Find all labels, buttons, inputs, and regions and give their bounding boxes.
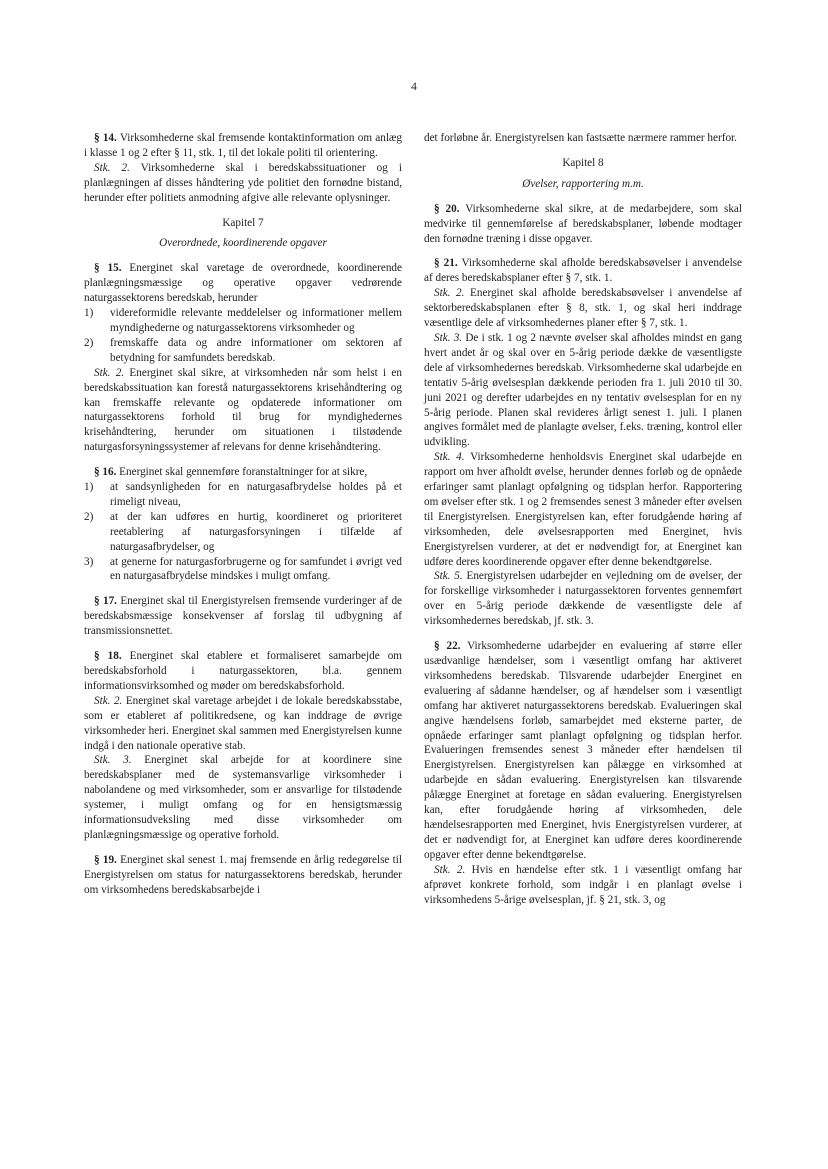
section-mark: § 20. (434, 202, 460, 215)
page-number: 4 (411, 81, 417, 93)
section-14-stk-2 (84, 161, 402, 206)
list-number: 2) (84, 336, 94, 349)
stk-label: Stk. 4. (434, 451, 465, 464)
stk-label: Stk. 2. (434, 287, 465, 300)
list-number: 2) (84, 510, 94, 523)
list-number: 3) (84, 555, 94, 568)
left-column (84, 131, 402, 898)
list-number: 1) (84, 481, 94, 494)
section-21 (424, 256, 742, 286)
section-text: Energinet skal varetage de overordnede, koordinerende planlægningsmæssige og operative opgaver vedrørende naturgassektorens beredskab, herunder (84, 262, 402, 305)
stk-label: Stk. 2. (94, 366, 125, 379)
section-text: Energinet skal til Energistyrelsen fremsende vurderinger af de beredskabsmæssige konsekvenser af forslag til udbygning af transmissionsnettet. (84, 595, 402, 638)
stk-label: Stk. 5. (434, 570, 463, 583)
section-21-stk-3 (424, 331, 742, 450)
stk-label: Stk. 2. (94, 694, 123, 707)
stk-text: Virksomhederne henholdsvis Energinet skal udarbejde en rapport om hver afholdt øvelse, herunder dennes forløb og de opnåede erfaringer samt planlagt opfølgning og tidsplan herfor. Rapportering om øvelser efter stk. 1 og 2 fremsendes senest 3 måneder efter øvelsen til Energistyrelsen. Energistyrelsen kan, efter forudgående høring af virksomheden, dele øvelsesrapporten med Energinet, hvis Energistyrelsen vurderer, at det er nødvendigt for, at Energinet kan udføre deres koordinerende opgaver efter denne bekendtgørelse. (424, 451, 742, 568)
list-number: 1) (84, 307, 94, 320)
section-18-stk-3 (84, 753, 402, 842)
section-text: Energinet skal gennemføre foranstaltninger for at sikre, (116, 466, 368, 479)
stk-text: Energinet skal arbejde for at koordinere sine beredskabsplaner med de systemansvarlige virksomheder i nabolandene og med virksomheder, som er ansvarlige for tilstødende systemer, i muligt omfang og for en hensigtsmæssig informationsudveksling med disse virksomheder om planlægningsmæssige og operative forhold. (84, 754, 403, 841)
stk-text: De i stk. 1 og 2 nævnte øvelser skal afholdes mindst en gang hvert andet år og skal over en 5-årig periode dække de væsentligste dele af virksomhedernes beredskab. Virksomhederne skal udarbejde en tentativ 5-årig øvelsesplan dækkende perioden fra 1. juli 2010 til 30. juni 2021 og derefter udarbejdes en ny tentativ øvelsesplan for en ny 5-årig periode. Planen skal revideres årligt senest 1. juli. I planen angives formålet med de planlagte øvelser, f.eks. træning, kontrol eller udvikling. (424, 331, 742, 449)
section-22 (424, 639, 742, 863)
chapter-7-subtitle: Overordnede, koordinerende opgaver (159, 237, 327, 250)
right-column (424, 131, 742, 907)
stk-label: Stk. 3. (94, 754, 132, 767)
chapter-7-title: Kapitel 7 (222, 216, 264, 229)
stk-text: Hvis en hændelse efter stk. 1 i væsentligt omfang har afprøvet konkrete forhold, som indgår i en planlagt øvelse i virksomhedens 5-årige øvelsesplan, jf. § 21, stk. 3, og (424, 863, 742, 906)
chapter-8-title: Kapitel 8 (562, 156, 604, 169)
section-18-stk-2 (84, 694, 402, 754)
chapter-8-subtitle: Øvelser, rapportering m.m. (522, 177, 644, 190)
section-21-stk-2 (424, 286, 742, 331)
section-15-list (84, 306, 402, 366)
section-16 (84, 465, 402, 480)
section-mark: § 22. (434, 640, 461, 653)
section-text: Virksomhederne skal afholde beredskabsøvelser i anvendelse af deres beredskabsplaner efter § 7, stk. 1. (424, 257, 743, 285)
list-text: at sandsynligheden for en naturgasafbrydelse holdes på et rimeligt niveau, (110, 481, 402, 508)
list-text: at der kan udføres en hurtig, koordineret og prioriteret reetablering af naturgasforsyningen i tilfælde af naturgasafbrydelser, og (110, 510, 402, 553)
section-text: Energinet skal etablere et formaliseret samarbejde om beredskabsforhold i naturgassektoren, bl.a. gennem informationsvirksomhed og møder om beredskabsforhold. (84, 650, 403, 692)
stk-text: Virksomhederne skal i beredskabssituationer og i planlægningen af disses håndtering yde politiet den fornødne bistand, herunder efter politiets anmodning afgive alle relevante oplysninger. (84, 161, 402, 204)
section-15-stk-2 (84, 366, 402, 455)
section-text: Virksomhederne skal sikre, at de medarbejdere, som skal medvirke til gennemførelse af beredskabsplaner, løbende modtager den fornødne træning i disse opgaver. (424, 202, 742, 245)
section-mark: § 16. (94, 466, 117, 479)
section-15 (84, 261, 402, 306)
stk-text: Energinet skal afholde beredskabsøvelser i anvendelse af sektorberedskabsplanen efter § 8, stk. 1, og skal heri inddrage væsentlige dele af virksomhedernes planer efter § 7, stk. 1. (424, 287, 742, 330)
stk-text: Energinet skal varetage arbejdet i de lokale beredskabsstabe, som er etableret af politikredsene, og kan inddrage de øvrige virksomheder heri. Energinet skal sammen med Energistyrelsen kunne indgå i den nationale operative stab. (84, 694, 402, 752)
section-16-list (84, 480, 402, 584)
list-item (84, 336, 402, 366)
section-17 (84, 594, 402, 639)
section-22-stk-2 (424, 863, 742, 908)
list-text: videreformidle relevante meddelelser og informationer mellem myndighederne og naturgassektorens virksomheder og (110, 307, 402, 334)
section-mark: § 18. (94, 650, 122, 663)
list-text: at generne for naturgasforbrugerne og for samfundet i øvrigt ved en naturgasafbrydelse mindskes i muligt omfang. (110, 555, 402, 583)
section-21-stk-4 (424, 450, 742, 569)
stk-text: Energistyrelsen udarbejder en vejledning om de øvelser, der for forskellige virksomheder i naturgassektoren forventes gennemført over en 5-årig periode dækkende de væsentligste dele af virksomhedernes beredskab, jf. stk. 3. (424, 570, 742, 628)
section-mark: § 19. (94, 853, 117, 866)
list-item (84, 306, 402, 336)
stk-label: Stk. 3. (434, 331, 463, 344)
section-text: Virksomhederne udarbejder en evaluering af større eller usædvanlige hændelser, som i væsentligt omfang har aktiveret virksomhedens beredskab. Tilsvarende udarbejder Energinet en evaluering af sådanne hændelser, og af hændelser som i væsentligt omfang har aktiveret naturgassektorens beredskab. Evalueringen skal angive hændelsens forløb, samarbejdet med eksterne parter, de opnåede erfaringer samt planlagt opfølgning og tidsplan herfor. Evalueringen fremsendes senest 3 måneder efter hændelsen til Energistyrelsen. Energistyrelsen kan pålægge en virksomhed at udarbejde en sådan evaluering. Energistyrelsen kan tilsvarende pålægge Energinet at foretage en sådan evaluering. Energistyrelsen kan, efter forudgående høring af virksomheden, dele hændelsesrapporten med Energinet, hvis Energistyrelsen vurderer, at det er nødvendigt for, at Energinet kan udføre deres koordinerende opgaver efter denne bekendtgørelse. (424, 640, 743, 861)
section-mark: § 21. (434, 257, 458, 270)
stk-label: Stk. 2. (434, 863, 466, 876)
section-text: Virksomhederne skal fremsende kontaktinformation om anlæg i klasse 1 og 2 efter § 11, stk. 1, til det lokale politi til orientering. (84, 132, 402, 159)
section-21-stk-5 (424, 569, 742, 629)
section-text: Energinet skal senest 1. maj fremsende en årlig redegørelse til Energistyrelsen om status for naturgassektorens beredskab, herunder om virksomhedens beredskabsarbejde i (84, 853, 402, 896)
section-19-continued: det forløbne år. Energistyrelsen kan fastsætte nærmere rammer herfor. (424, 132, 737, 144)
stk-text: Energinet skal sikre, at virksomheden når som helst i en beredskabssituation kan forestå naturgassektorens krisehåndtering og kan fremskaffe relevante og opdaterede informationer om naturgassektorens forhold til brug for myndighedernes krisehåndtering, herunder om situationen i tilstødende naturgasforsyningssystemer af relevans for denne krisehåndtering. (84, 366, 402, 454)
section-mark: § 15. (94, 262, 122, 275)
list-item (84, 510, 402, 555)
section-mark: § 17. (94, 595, 117, 608)
section-mark: § 14. (94, 132, 117, 144)
section-20 (424, 202, 742, 247)
stk-label: Stk. 2. (94, 161, 130, 174)
section-14 (84, 131, 402, 161)
list-text: fremskaffe data og andre informationer om sektoren af betydning for samfundets beredskab. (110, 336, 402, 364)
list-item (84, 555, 402, 585)
list-item (84, 480, 402, 510)
section-19 (84, 853, 402, 898)
section-18 (84, 649, 402, 694)
